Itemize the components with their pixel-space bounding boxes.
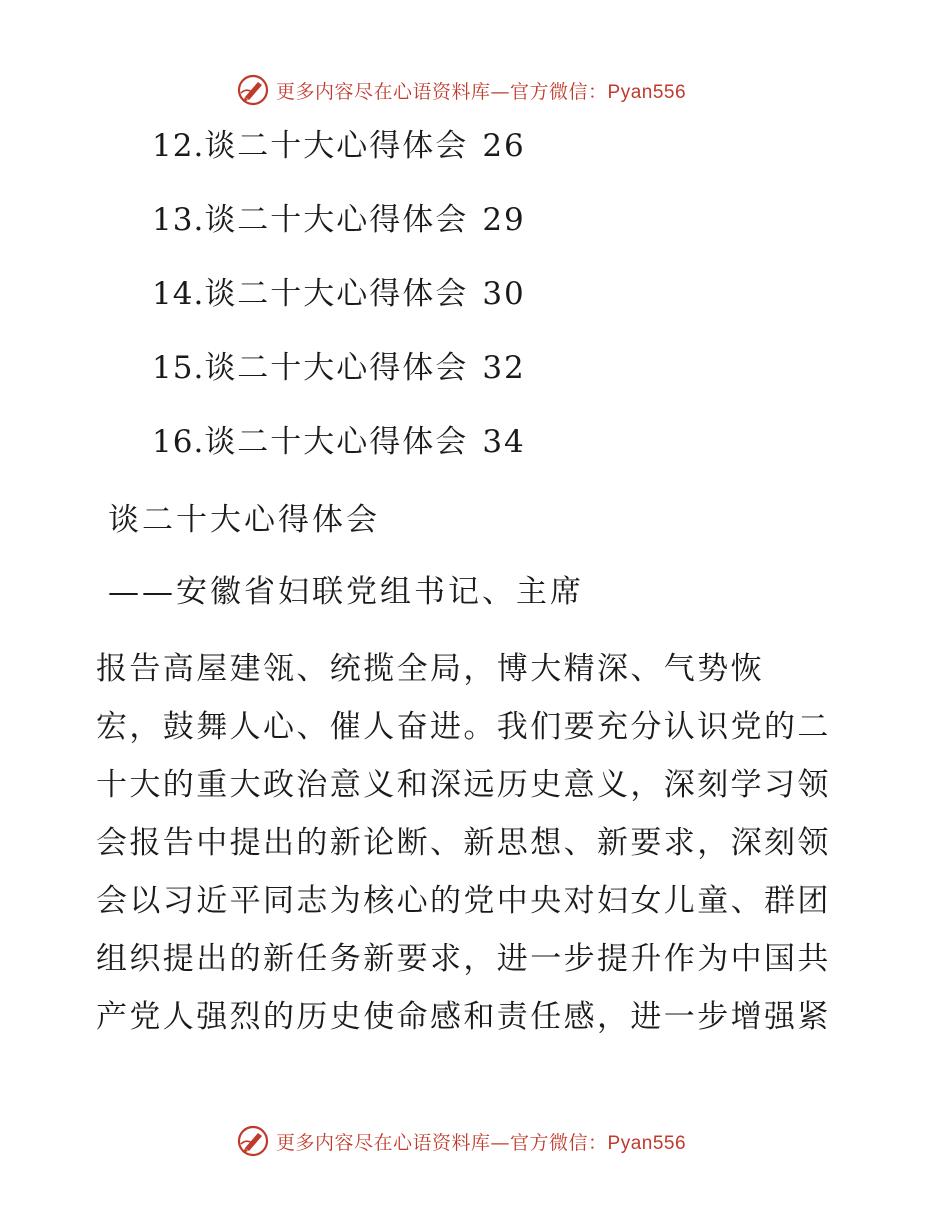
toc-entry-number: 13.: [152, 202, 205, 238]
toc-entry-title: 谈二十大心得体会: [204, 424, 469, 460]
body-line: 报告高屋建瓴、统揽全局，博大精深、气势恢: [96, 651, 764, 687]
body-line: 宏，鼓舞人心、催人奋进。我们要充分认识党的二: [96, 709, 831, 745]
watermark-text: 更多内容尽在心语资料库—官方微信：: [276, 80, 608, 103]
toc-entry[interactable]: [152, 268, 526, 342]
toc-entry-page: 26: [482, 128, 526, 164]
body-line: 会以习近平同志为核心的党中央对妇女儿童、群团: [96, 883, 831, 919]
toc-entry-title: 谈二十大心得体会: [204, 276, 469, 312]
article-title: 谈二十大心得体会: [108, 502, 380, 538]
toc-entry[interactable]: [152, 120, 526, 194]
toc-entry[interactable]: [152, 416, 526, 490]
article-body: [96, 640, 856, 1046]
watermark-footer: [236, 1121, 686, 1161]
toc-entry-number: 16.: [152, 424, 205, 460]
pen-logo-icon: [236, 73, 270, 107]
toc-entry-page: 32: [482, 350, 526, 386]
body-line: 产党人强烈的历史使命感和责任感，进一步增强紧: [96, 999, 831, 1035]
watermark-wechat-id: Pyan556: [607, 1132, 687, 1154]
body-line: 组织提出的新任务新要求，进一步提升作为中国共: [96, 941, 831, 977]
toc-entry-title: 谈二十大心得体会: [204, 350, 469, 386]
pen-logo-icon: [236, 1124, 270, 1158]
toc-entry-number: 12.: [152, 128, 205, 164]
watermark-text: 更多内容尽在心语资料库—官方微信：: [276, 1131, 608, 1154]
toc-entry-title: 谈二十大心得体会: [204, 202, 469, 238]
toc-entry-page: 30: [482, 276, 526, 312]
watermark-wechat-id: Pyan556: [607, 81, 687, 103]
watermark-header: [236, 70, 686, 110]
toc-entry-page: 34: [482, 424, 526, 460]
toc-entry-title: 谈二十大心得体会: [204, 128, 469, 164]
body-line: 十大的重大政治意义和深远历史意义，深刻学习领: [96, 767, 831, 803]
toc-entry-number: 15.: [152, 350, 205, 386]
table-of-contents: [152, 120, 526, 490]
body-line: 会报告中提出的新论断、新思想、新要求，深刻领: [96, 825, 831, 861]
toc-entry[interactable]: [152, 342, 526, 416]
toc-entry-number: 14.: [152, 276, 205, 312]
article-subtitle: ——安徽省妇联党组书记、主席: [108, 574, 584, 610]
toc-entry[interactable]: [152, 194, 526, 268]
toc-entry-page: 29: [482, 202, 526, 238]
